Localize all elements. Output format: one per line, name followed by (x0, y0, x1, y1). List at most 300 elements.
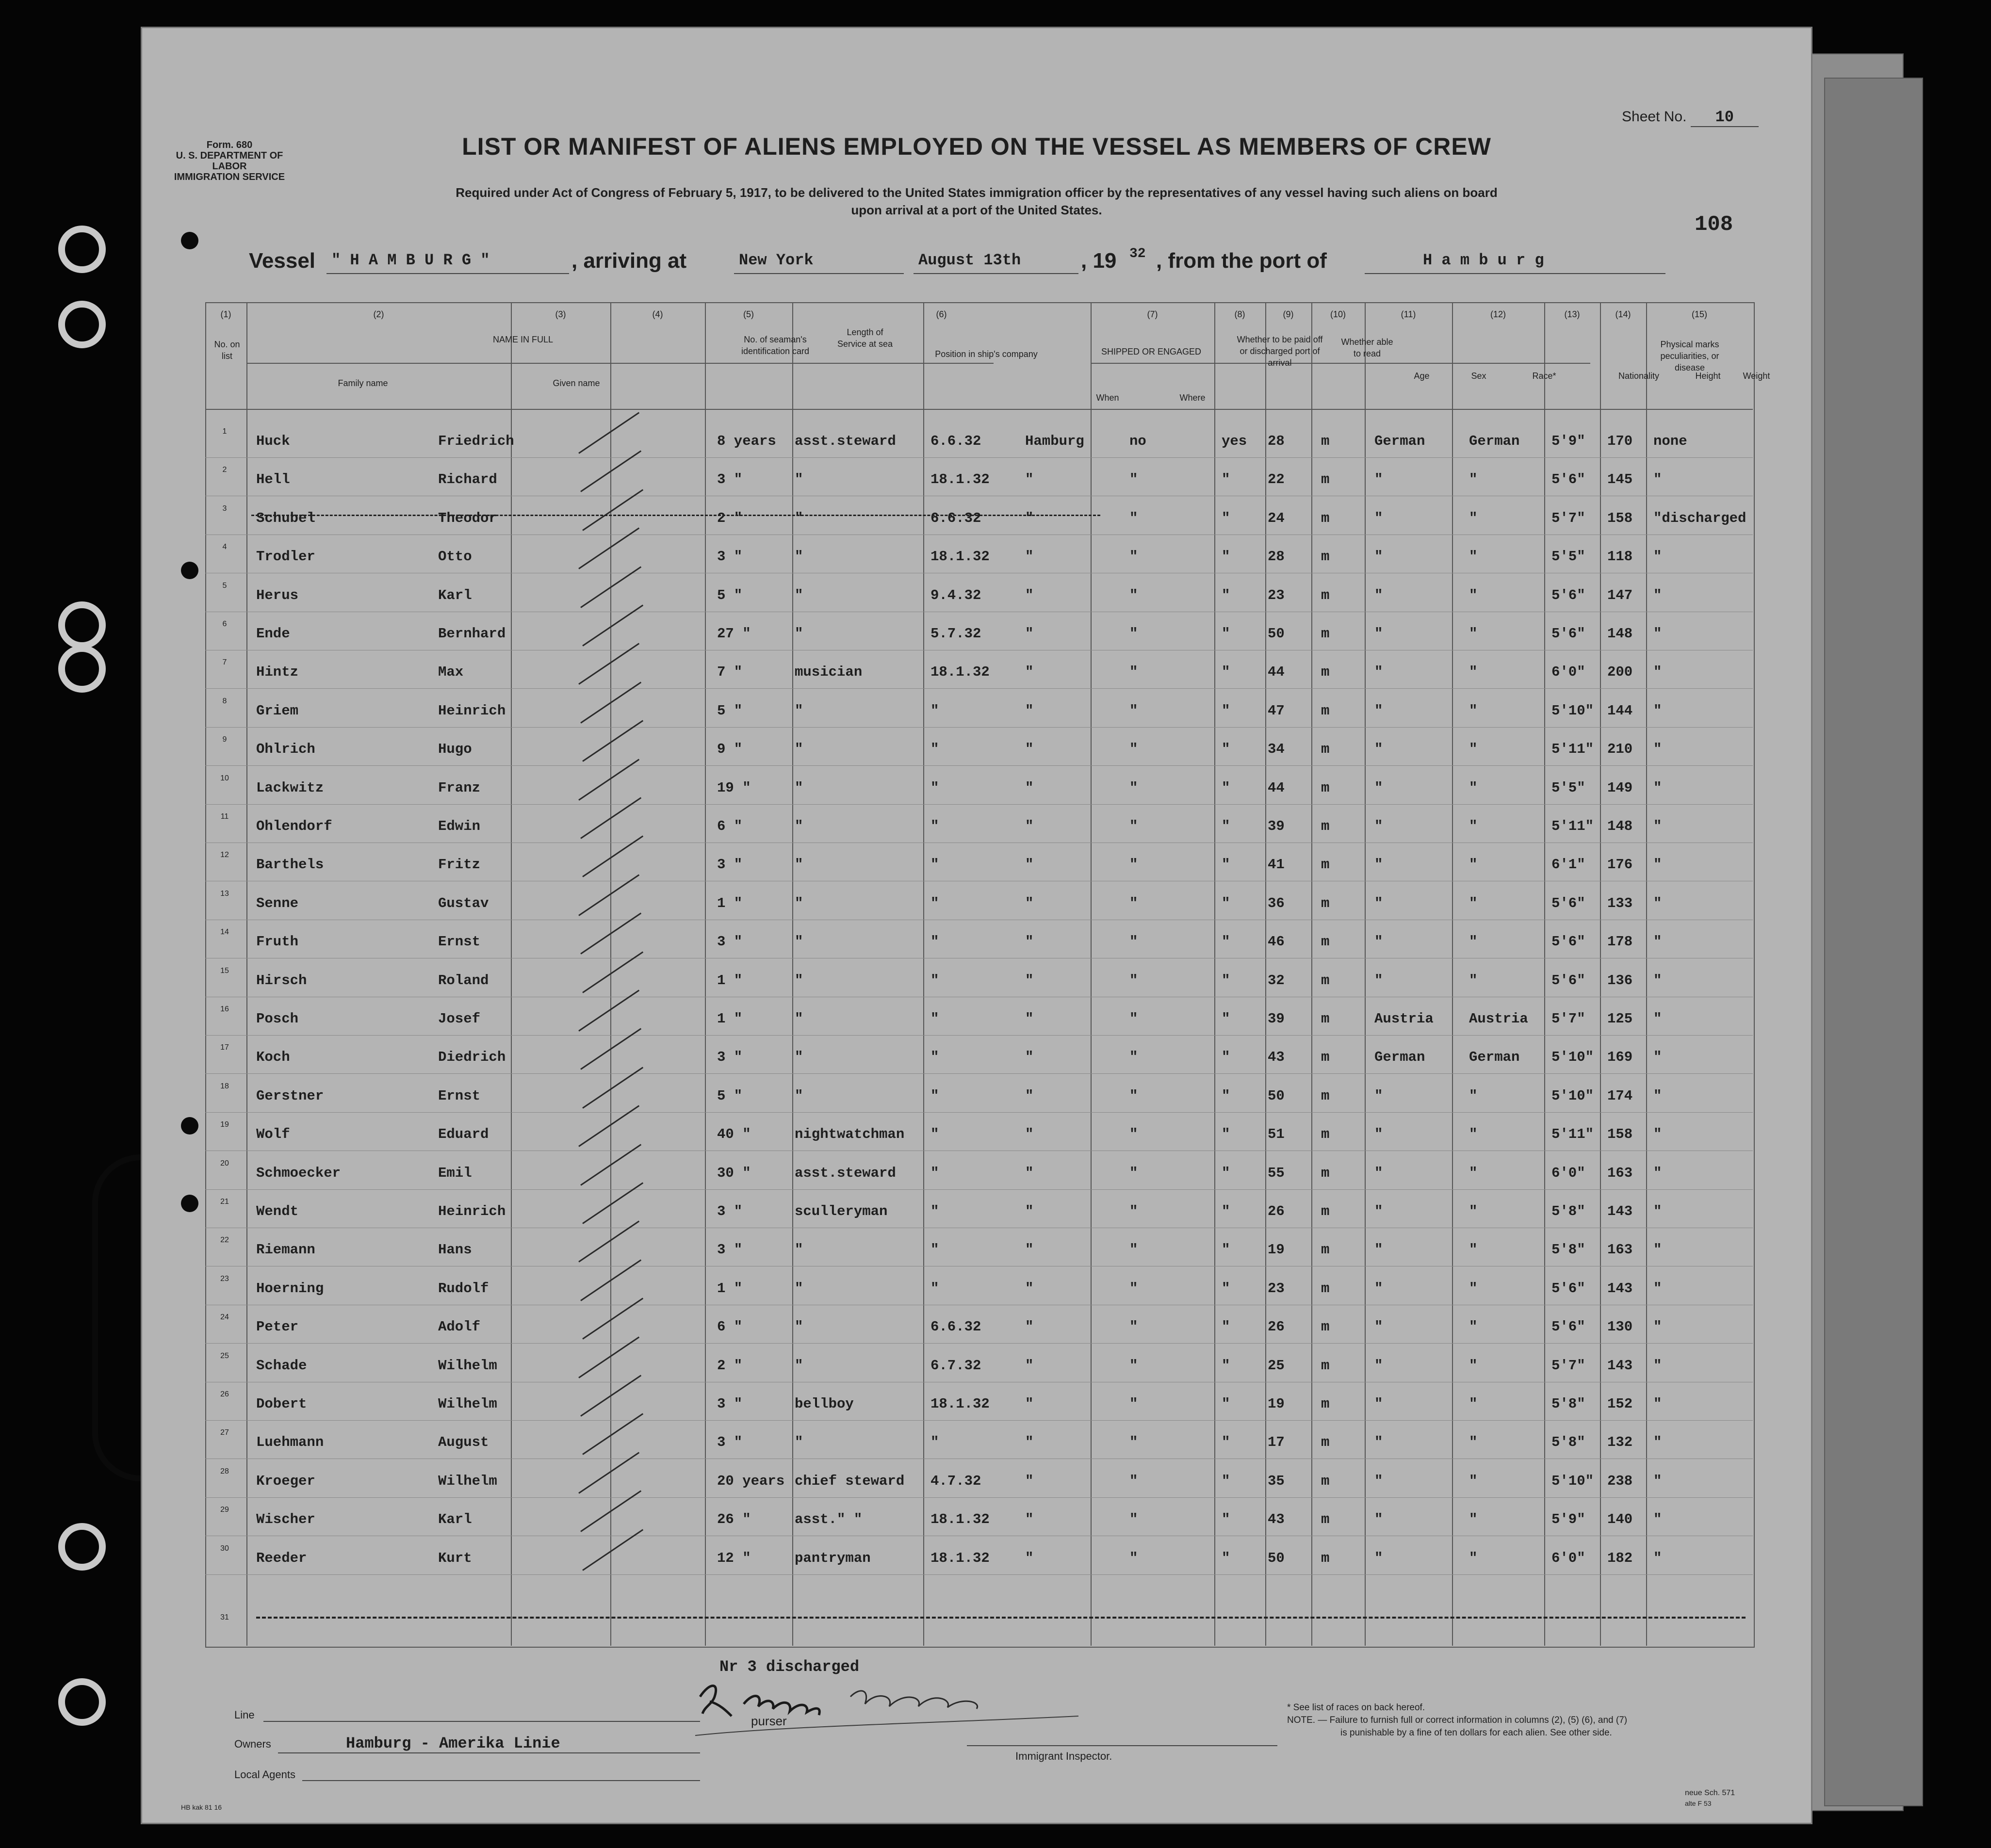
col-4-number: (4) (652, 309, 663, 319)
col-7-number: (7) (1147, 309, 1158, 319)
row-number: 15 (220, 967, 229, 975)
row-31-number: 31 (220, 1613, 229, 1621)
local-agents-label: Local Agents (234, 1768, 295, 1781)
table-cell-read: " (1222, 1126, 1230, 1142)
table-cell-marks: " (1653, 1165, 1662, 1181)
table-cell-given: Kurt (438, 1550, 472, 1566)
table-cell-height: 5'8" (1551, 1396, 1585, 1412)
page-title: LIST OR MANIFEST OF ALIENS EMPLOYED ON THE VESSEL AS MEMBERS OF CREW (462, 133, 1491, 160)
table-cell-height: 5'8" (1551, 1434, 1585, 1450)
table-cell-position: asst.steward (795, 433, 896, 449)
table-cell-age: 44 (1268, 664, 1285, 680)
table-cell-given: Edwin (438, 818, 481, 834)
table-cell-height: 5'10" (1551, 1088, 1594, 1104)
row-number: 13 (220, 890, 229, 898)
table-cell-paid: " (1129, 703, 1138, 719)
table-cell-service: 3 " (717, 934, 743, 950)
col-12-number: (12) (1490, 309, 1506, 319)
table-cell-nat: " (1469, 895, 1478, 911)
col-11-number: (11) (1401, 309, 1416, 319)
table-cell-height: 5'11" (1551, 741, 1594, 757)
col-6-number: (6) (936, 309, 947, 319)
row-number: 27 (220, 1428, 229, 1437)
table-cell-service: 3 " (717, 857, 743, 873)
table-cell-race: " (1374, 510, 1383, 526)
row-number: 25 (220, 1352, 229, 1360)
col-able-read: Whether able to read (1341, 337, 1393, 358)
table-cell-where: " (1025, 780, 1034, 796)
col-id-card: No. of seaman's identification card (741, 335, 810, 356)
table-cell-sex: m (1321, 1011, 1330, 1027)
table-cell-where: " (1025, 626, 1034, 642)
table-cell-service: 3 " (717, 549, 743, 565)
table-cell-age: 26 (1268, 1319, 1285, 1335)
table-cell-marks: " (1653, 973, 1662, 989)
row-number: 10 (220, 774, 229, 782)
table-cell-when: " (930, 1088, 939, 1104)
table-cell-when: 18.1.32 (930, 549, 990, 565)
table-cell-marks: " (1653, 703, 1662, 719)
row-divider (205, 457, 1753, 458)
table-cell-height: 5'8" (1551, 1242, 1585, 1258)
table-cell-read: " (1222, 626, 1230, 642)
table-cell-family: Schade (256, 1358, 307, 1374)
table-cell-height: 6'0" (1551, 1165, 1585, 1181)
table-cell-paid: " (1129, 1011, 1138, 1027)
table-cell-sex: m (1321, 1126, 1330, 1142)
col-3-number: (3) (555, 309, 566, 319)
table-cell-weight: 170 (1607, 433, 1633, 449)
table-cell-position: " (795, 1088, 803, 1104)
table-cell-where: " (1025, 741, 1034, 757)
table-cell-height: 5'6" (1551, 587, 1585, 603)
col-1-number: (1) (220, 309, 231, 319)
table-cell-race: " (1374, 857, 1383, 873)
table-cell-position: " (795, 471, 803, 487)
table-cell-sex: m (1321, 1550, 1330, 1566)
table-cell-weight: 178 (1607, 934, 1633, 950)
table-cell-paid: " (1129, 549, 1138, 565)
table-cell-height: 5'9" (1551, 1511, 1585, 1527)
table-cell-where: " (1025, 1011, 1034, 1027)
table-cell-race: " (1374, 1319, 1383, 1335)
col-14-number: (14) (1615, 309, 1631, 319)
table-cell-service: 27 " (717, 626, 751, 642)
row-divider (205, 1073, 1753, 1074)
row-number: 2 (222, 466, 227, 474)
table-cell-when: " (930, 1242, 939, 1258)
table-cell-weight: 145 (1607, 471, 1633, 487)
table-cell-position: chief steward (795, 1473, 905, 1489)
table-cell-nat: " (1469, 626, 1478, 642)
table-cell-paid: " (1129, 1434, 1138, 1450)
table-cell-service: 1 " (717, 1281, 743, 1297)
port-name: H a m b u r g (1423, 251, 1544, 269)
table-cell-position: " (795, 587, 803, 603)
table-cell-family: Hirsch (256, 973, 307, 989)
table-cell-read: " (1222, 1319, 1230, 1335)
table-cell-read: " (1222, 1358, 1230, 1374)
table-cell-where: " (1025, 1511, 1034, 1527)
table-cell-paid: no (1129, 433, 1146, 449)
col-shipped: SHIPPED OR ENGAGED (1101, 347, 1202, 357)
line-label: Line (234, 1709, 255, 1721)
table-cell-paid: " (1129, 587, 1138, 603)
table-cell-given: Richard (438, 471, 497, 487)
table-cell-family: Wendt (256, 1203, 299, 1219)
table-cell-position: " (795, 1011, 803, 1027)
table-cell-marks: " (1653, 780, 1662, 796)
table-cell-marks: " (1653, 857, 1662, 873)
table-cell-weight: 118 (1607, 549, 1633, 565)
table-cell-marks: " (1653, 1434, 1662, 1450)
table-cell-read: " (1222, 973, 1230, 989)
col-given-name: Given name (553, 378, 600, 388)
table-cell-weight: 148 (1607, 626, 1633, 642)
manifest-sheet (141, 27, 1812, 1824)
table-cell-weight: 238 (1607, 1473, 1633, 1489)
table-cell-nat: " (1469, 1165, 1478, 1181)
table-cell-where: " (1025, 549, 1034, 565)
row-divider (205, 727, 1753, 728)
table-cell-position: " (795, 549, 803, 565)
table-cell-weight: 176 (1607, 857, 1633, 873)
table-cell-where: " (1025, 1434, 1034, 1450)
table-cell-paid: " (1129, 510, 1138, 526)
table-cell-sex: m (1321, 703, 1330, 719)
col-length-service: Length of Service at sea (837, 327, 893, 349)
row-number: 29 (220, 1506, 229, 1514)
table-cell-service: 6 " (717, 818, 743, 834)
owners-label: Owners (234, 1738, 271, 1750)
inspector-label: Immigrant Inspector. (1015, 1750, 1112, 1762)
table-cell-height: 5'6" (1551, 895, 1585, 911)
table-cell-paid: " (1129, 1088, 1138, 1104)
table-cell-position: " (795, 626, 803, 642)
table-cell-paid: " (1129, 1358, 1138, 1374)
table-cell-height: 5'7" (1551, 1011, 1585, 1027)
back-sheet (1824, 78, 1923, 1806)
table-cell-sex: m (1321, 818, 1330, 834)
table-cell-read: " (1222, 587, 1230, 603)
table-cell-where: " (1025, 664, 1034, 680)
table-cell-height: 6'1" (1551, 857, 1585, 873)
table-cell-age: 39 (1268, 1011, 1285, 1027)
table-cell-marks: " (1653, 1511, 1662, 1527)
row-number: 14 (220, 928, 229, 936)
table-cell-given: Bernhard (438, 626, 506, 642)
table-cell-when: 6.6.32 (930, 1319, 981, 1335)
table-cell-family: Hoerning (256, 1281, 324, 1297)
table-cell-service: 9 " (717, 741, 743, 757)
table-cell-service: 6 " (717, 1319, 743, 1335)
table-cell-when: 18.1.32 (930, 1550, 990, 1566)
table-cell-nat: " (1469, 1434, 1478, 1450)
arrival-date: August 13th (918, 251, 1021, 269)
table-cell-family: Wolf (256, 1126, 290, 1142)
table-cell-age: 32 (1268, 973, 1285, 989)
table-cell-sex: m (1321, 1165, 1330, 1181)
table-cell-family: Fruth (256, 934, 299, 950)
binder-ring (58, 226, 106, 273)
table-cell-position: " (795, 895, 803, 911)
col-family-name: Family name (338, 378, 388, 388)
table-cell-where: " (1025, 973, 1034, 989)
purser-signature (690, 1677, 1088, 1745)
table-cell-age: 50 (1268, 1550, 1285, 1566)
table-cell-sex: m (1321, 510, 1330, 526)
table-cell-position: asst.steward (795, 1165, 896, 1181)
vessel-name: " H A M B U R G " (331, 251, 490, 269)
table-cell-given: Wilhelm (438, 1358, 497, 1374)
col-race: Race* (1532, 371, 1556, 381)
punch-hole (181, 232, 198, 249)
table-cell-sex: m (1321, 934, 1330, 950)
table-cell-paid: " (1129, 471, 1138, 487)
table-cell-nat: " (1469, 1319, 1478, 1335)
table-cell-nat: German (1469, 1049, 1520, 1065)
table-cell-when: " (930, 1126, 939, 1142)
table-cell-age: 41 (1268, 857, 1285, 873)
table-cell-sex: m (1321, 1396, 1330, 1412)
table-cell-read: " (1222, 549, 1230, 565)
col-13-number: (13) (1564, 309, 1580, 319)
table-cell-weight: 133 (1607, 895, 1633, 911)
table-cell-weight: 163 (1607, 1242, 1633, 1258)
table-cell-marks: " (1653, 1319, 1662, 1335)
table-cell-paid: " (1129, 973, 1138, 989)
row-number: 22 (220, 1236, 229, 1244)
row-number: 19 (220, 1120, 229, 1129)
table-cell-service: 3 " (717, 1203, 743, 1219)
table-cell-service: 1 " (717, 895, 743, 911)
table-cell-sex: m (1321, 1473, 1330, 1489)
table-cell-age: 51 (1268, 1126, 1285, 1142)
table-cell-family: Huck (256, 433, 290, 449)
table-cell-where: " (1025, 1550, 1034, 1566)
table-cell-family: Senne (256, 895, 299, 911)
table-cell-race: " (1374, 587, 1383, 603)
table-cell-race: " (1374, 1126, 1383, 1142)
table-cell-age: 23 (1268, 1281, 1285, 1297)
table-cell-read: " (1222, 664, 1230, 680)
col-weight: Weight (1743, 371, 1770, 381)
col-no-on-list: No. on list (214, 340, 240, 361)
table-cell-when: 18.1.32 (930, 1396, 990, 1412)
table-cell-given: Hans (438, 1242, 472, 1258)
table-cell-paid: " (1129, 664, 1138, 680)
table-cell-family: Trodler (256, 549, 315, 565)
table-cell-service: 19 " (717, 780, 751, 796)
table-cell-read: " (1222, 1281, 1230, 1297)
table-cell-service: 40 " (717, 1126, 751, 1142)
col-name-in-full: NAME IN FULL (492, 335, 554, 344)
table-cell-paid: " (1129, 1550, 1138, 1566)
table-cell-age: 50 (1268, 1088, 1285, 1104)
table-cell-when: " (930, 1203, 939, 1219)
table-cell-paid: " (1129, 1203, 1138, 1219)
requirement-line-2: upon arrival at a port of the United States. (851, 203, 1102, 217)
table-cell-weight: 130 (1607, 1319, 1633, 1335)
table-cell-weight: 163 (1607, 1165, 1633, 1181)
table-cell-age: 26 (1268, 1203, 1285, 1219)
table-cell-read: " (1222, 934, 1230, 950)
table-cell-service: 1 " (717, 1011, 743, 1027)
table-cell-given: Karl (438, 1511, 472, 1527)
table-cell-weight: 136 (1607, 973, 1633, 989)
table-cell-service: 3 " (717, 1434, 743, 1450)
table-cell-marks: " (1653, 1473, 1662, 1489)
table-cell-service: 3 " (717, 471, 743, 487)
table-cell-where: " (1025, 1049, 1034, 1065)
table-cell-nat: " (1469, 973, 1478, 989)
table-cell-position: musician (795, 664, 863, 680)
table-cell-race: " (1374, 741, 1383, 757)
table-cell-paid: " (1129, 1396, 1138, 1412)
table-cell-paid: " (1129, 1511, 1138, 1527)
table-cell-service: 5 " (717, 587, 743, 603)
punch-hole (181, 1195, 198, 1212)
table-cell-position: " (795, 818, 803, 834)
table-cell-race: " (1374, 471, 1383, 487)
table-cell-paid: " (1129, 1165, 1138, 1181)
table-cell-given: Heinrich (438, 703, 506, 719)
row-divider (205, 1112, 1753, 1113)
table-cell-family: Reeder (256, 1550, 307, 1566)
table-cell-read: " (1222, 1550, 1230, 1566)
table-cell-race: " (1374, 780, 1383, 796)
table-cell-height: 6'0" (1551, 1550, 1585, 1566)
table-cell-when: 4.7.32 (930, 1473, 981, 1489)
table-cell-when: " (930, 703, 939, 719)
table-cell-position: " (795, 973, 803, 989)
table-cell-when: " (930, 1011, 939, 1027)
table-cell-nat: " (1469, 510, 1478, 526)
table-cell-read: " (1222, 510, 1230, 526)
table-cell-position: " (795, 703, 803, 719)
table-cell-height: 5'5" (1551, 780, 1585, 796)
table-cell-paid: " (1129, 1473, 1138, 1489)
table-cell-weight: 158 (1607, 510, 1633, 526)
table-cell-age: 25 (1268, 1358, 1285, 1374)
table-cell-read: " (1222, 857, 1230, 873)
table-cell-age: 39 (1268, 818, 1285, 834)
table-cell-paid: " (1129, 1319, 1138, 1335)
table-cell-paid: " (1129, 741, 1138, 757)
table-cell-when: 5.7.32 (930, 626, 981, 642)
table-cell-paid: " (1129, 1126, 1138, 1142)
table-cell-position: " (795, 1319, 803, 1335)
table-cell-position: " (795, 780, 803, 796)
table-cell-age: 23 (1268, 587, 1285, 603)
table-cell-when: 6.7.32 (930, 1358, 981, 1374)
table-cell-family: Luehmann (256, 1434, 324, 1450)
table-cell-given: Josef (438, 1011, 481, 1027)
binder-ring (58, 1523, 106, 1571)
row-divider (205, 1574, 1753, 1575)
col-paid-off: Whether to be paid off or discharged port of arrival (1237, 335, 1323, 368)
table-cell-family: Ohlendorf (256, 818, 332, 834)
table-cell-sex: m (1321, 780, 1330, 796)
table-cell-when: 18.1.32 (930, 664, 990, 680)
table-cell-position: " (795, 934, 803, 950)
row-divider (205, 1189, 1753, 1190)
table-cell-where: " (1025, 1281, 1034, 1297)
col-sex: Sex (1471, 371, 1486, 381)
table-cell-marks: " (1653, 1126, 1662, 1142)
table-cell-marks: " (1653, 741, 1662, 757)
table-cell-service: 26 " (717, 1511, 751, 1527)
table-cell-sex: m (1321, 741, 1330, 757)
row-divider (205, 1343, 1753, 1344)
table-cell-given: Wilhelm (438, 1473, 497, 1489)
table-cell-nat: " (1469, 1281, 1478, 1297)
vessel-label: Vessel (249, 249, 316, 273)
table-cell-where: " (1025, 587, 1034, 603)
table-cell-height: 5'6" (1551, 471, 1585, 487)
col-nationality: Nationality (1618, 371, 1660, 381)
table-cell-height: 5'8" (1551, 1203, 1585, 1219)
col-position: Position in ship's company (935, 349, 1038, 359)
table-cell-when: " (930, 973, 939, 989)
table-cell-service: 7 " (717, 664, 743, 680)
table-cell-marks: " (1653, 1088, 1662, 1104)
table-cell-marks: "discharged (1653, 510, 1746, 526)
row-number: 3 (222, 504, 227, 513)
table-cell-family: Gerstner (256, 1088, 324, 1104)
table-cell-family: Dobert (256, 1396, 307, 1412)
table-cell-height: 5'6" (1551, 973, 1585, 989)
table-cell-marks: " (1653, 471, 1662, 487)
table-cell-race: German (1374, 433, 1425, 449)
table-cell-race: Austria (1374, 1011, 1434, 1027)
table-cell-sex: m (1321, 664, 1330, 680)
table-cell-given: Diedrich (438, 1049, 506, 1065)
table-cell-read: " (1222, 1242, 1230, 1258)
table-cell-age: 22 (1268, 471, 1285, 487)
col-15-number: (15) (1691, 309, 1707, 319)
row-number: 11 (220, 812, 229, 821)
table-cell-where: " (1025, 1358, 1034, 1374)
row-divider (205, 1420, 1753, 1421)
table-cell-read: " (1222, 1396, 1230, 1412)
table-cell-where: " (1025, 895, 1034, 911)
table-cell-nat: " (1469, 1396, 1478, 1412)
table-cell-read: " (1222, 741, 1230, 757)
table-cell-age: 34 (1268, 741, 1285, 757)
table-cell-nat: " (1469, 1358, 1478, 1374)
table-cell-family: Hell (256, 471, 290, 487)
table-cell-weight: 144 (1607, 703, 1633, 719)
table-cell-nat: " (1469, 1511, 1478, 1527)
col-5-number: (5) (743, 309, 754, 319)
arriving-at: New York (739, 251, 814, 269)
table-cell-nat: " (1469, 934, 1478, 950)
table-cell-position: bellboy (795, 1396, 854, 1412)
table-cell-when: 6.6.32 (930, 433, 981, 449)
row-number: 8 (222, 697, 227, 705)
table-cell-height: 5'10" (1551, 703, 1594, 719)
table-cell-nat: " (1469, 1203, 1478, 1219)
row-divider (205, 765, 1753, 766)
punch-hole (181, 562, 198, 579)
table-cell-when: " (930, 1049, 939, 1065)
table-cell-marks: " (1653, 1281, 1662, 1297)
table-cell-height: 5'6" (1551, 934, 1585, 950)
table-cell-service: 8 years (717, 433, 776, 449)
table-cell-given: Heinrich (438, 1203, 506, 1219)
table-cell-age: 28 (1268, 549, 1285, 565)
